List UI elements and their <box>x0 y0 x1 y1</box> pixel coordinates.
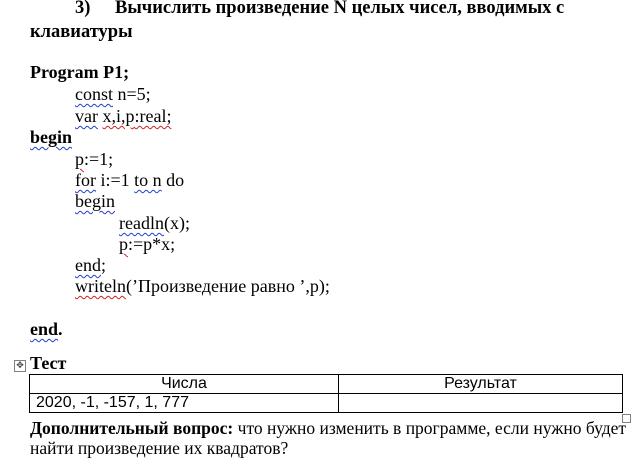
for-init: i:=1 <box>96 170 135 190</box>
end-main-keyword: end <box>30 319 59 339</box>
code-for-line <box>75 169 184 191</box>
for-do: do <box>161 170 185 190</box>
test-title: Тест <box>30 353 67 373</box>
extra-question <box>30 418 630 458</box>
cell-input-numbers[interactable]: 2020, -1, -157, 1, 777 <box>30 394 339 413</box>
code-begin-inner-line <box>75 190 115 212</box>
test-table <box>29 374 623 413</box>
end-inner-semicolon: ; <box>101 255 107 275</box>
begin-main-keyword: begin <box>30 127 73 147</box>
end-inner-keyword: end <box>75 255 101 275</box>
program-header: Program P1; <box>30 62 130 82</box>
task-number: 3) <box>75 0 91 18</box>
end-main-dot: . <box>58 319 63 339</box>
writeln-args: (’Произведение равно ’,p); <box>126 276 330 296</box>
code-end-inner-line <box>75 254 106 276</box>
test-table-header-row <box>30 375 623 394</box>
var-names: x,i,p <box>102 106 135 126</box>
const-declaration: n=5; <box>113 84 151 104</box>
const-keyword: const <box>75 84 113 104</box>
writeln-keyword: writeln <box>75 276 126 296</box>
mult-expression: :=p*x; <box>128 234 176 254</box>
begin-inner-keyword: begin <box>75 191 115 211</box>
var-keyword: var <box>75 106 98 126</box>
question-text: что нужно изменить в программе, если нужно будет найти произведение их квадратов? <box>30 418 627 458</box>
code-readln-line <box>119 212 190 234</box>
column-header-result: Результат <box>339 375 623 394</box>
assign-variable: p <box>75 149 84 169</box>
task-heading <box>30 0 630 44</box>
code-begin-line <box>30 126 72 148</box>
code-const-line <box>75 83 151 105</box>
assign-value: :=1; <box>84 149 114 169</box>
column-header-numbers: Числа <box>30 375 339 394</box>
code-program-line <box>30 61 129 83</box>
code-writeln-line <box>75 275 330 297</box>
task-title-line1: Вычислить произведение N целых чисел, вводимых с <box>115 0 565 18</box>
move-arrows-icon[interactable]: ✥ <box>14 360 26 372</box>
mult-variable: p <box>119 234 128 254</box>
var-type: :real; <box>134 106 172 126</box>
task-title-line2: клавиатуры <box>30 22 133 42</box>
readln-keyword: readln <box>119 213 164 233</box>
for-to: to n <box>134 170 162 190</box>
cell-result[interactable] <box>339 394 623 413</box>
table-row <box>30 394 623 413</box>
for-keyword: for <box>75 170 96 190</box>
code-mult-line <box>119 233 175 255</box>
question-label: Дополнительный вопрос: <box>30 418 234 438</box>
readln-args: (x); <box>163 213 190 233</box>
code-assign-line <box>75 148 113 170</box>
code-end-line <box>30 318 63 340</box>
code-var-line <box>75 105 171 127</box>
